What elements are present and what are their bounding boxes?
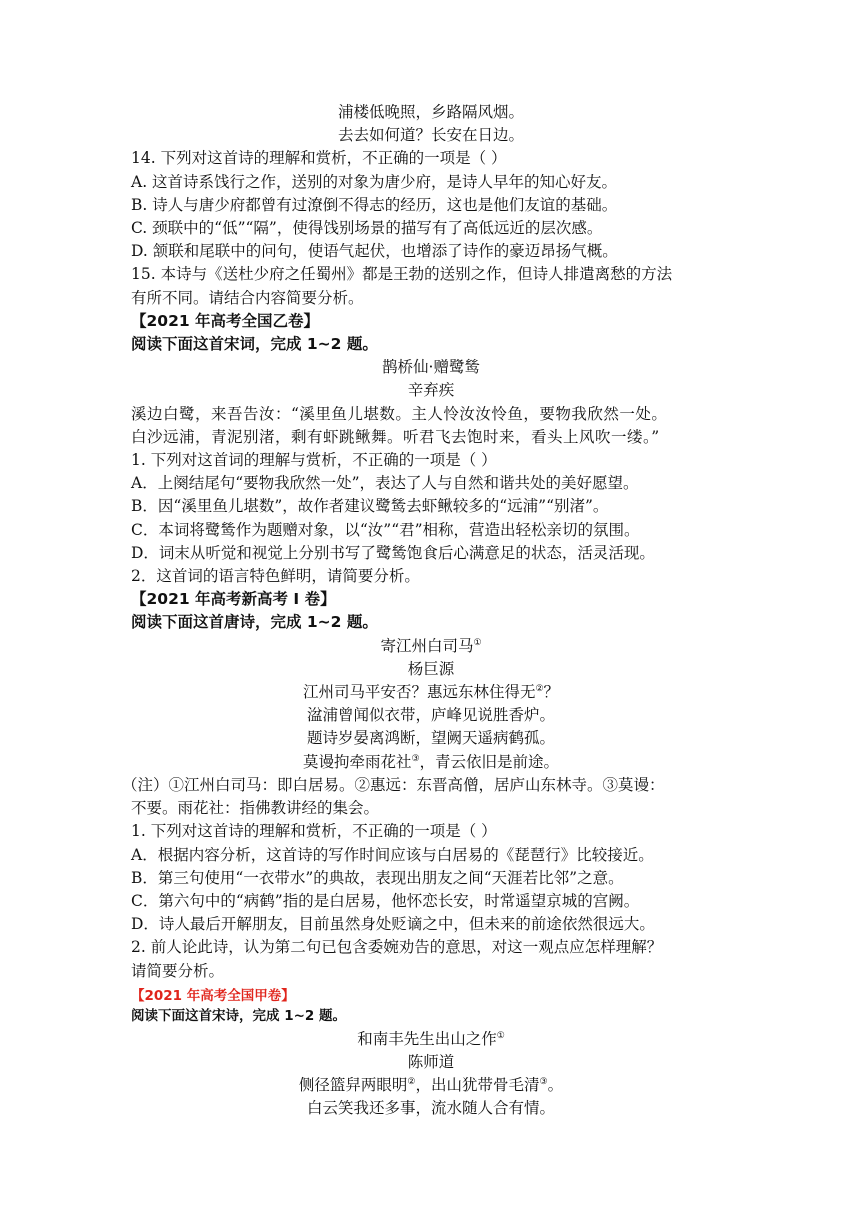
poem-author: 杨巨源: [407, 659, 455, 678]
poem-line-text: 。: [547, 1076, 564, 1095]
option-c: C. 颈联中的“低”“隔”，使得饯别场景的描写有了高低远近的层次感。: [131, 219, 603, 238]
poem-line-text: 侧径篮舁两眼明: [298, 1076, 408, 1095]
poem-line: 浦楼低晚照，乡路隔风烟。: [337, 103, 524, 121]
section-new-gaokao-1: [122, 588, 731, 982]
option-b: B. 诗人与唐少府都曾有过潦倒不得志的经历，这也是他们友谊的基础。: [131, 195, 618, 214]
footnote-marker: ③: [411, 753, 420, 764]
poem-line-text: 莫谩拘牵雨花社: [302, 752, 412, 771]
poem-title-text: 寄江州白司马: [380, 636, 474, 655]
poem-line: [131, 1097, 731, 1120]
reading-instruction: 阅读下面这首唐诗，完成 1~2 题。: [131, 613, 378, 632]
poem-line-text: 湓浦曾闻似衣带，庐峰见说胜香炉。: [306, 706, 555, 725]
section-national-a: [131, 986, 731, 1121]
option-d: D．诗人最后开解朋友，目前虽然身处贬谪之中，但未来的前途依然很远大。: [131, 915, 655, 934]
ci-text-line: 白沙远浦，青泥别渚，剩有虾跳鳅舞。听君飞去饱时来，看头上风吹一缕。”: [131, 427, 660, 446]
poem-line: [131, 751, 731, 774]
footnote-marker: ①: [473, 637, 482, 648]
poem-author: 辛弃疾: [407, 381, 455, 400]
poem-line: [131, 681, 731, 704]
poem-line-text: 江州司马平安否？惠远东林住得无: [302, 683, 536, 702]
reading-instruction: 阅读下面这首宋诗，完成 1~2 题。: [131, 1007, 346, 1024]
footnote-marker: ②: [535, 684, 544, 695]
option-a: A．上阕结尾句“要物我欣然一处”，表达了人与自然和谐共处的美好愿望。: [131, 474, 639, 493]
footnote-marker: ①: [496, 1030, 505, 1041]
question-2: 2. 前人论此诗，认为第二句已包含委婉劝告的意思，对这一观点应怎样理解？: [131, 938, 663, 957]
section-heading: 【2021 年高考全国甲卷】: [131, 987, 295, 1004]
poem-line: [131, 727, 731, 750]
annotation-cont: 不要。雨花社：指佛教讲经的集会。: [131, 799, 380, 818]
reading-instruction: 阅读下面这首宋词，完成 1~2 题。: [131, 335, 378, 354]
option-a: A. 这首诗系饯行之作，送别的对象为唐少府，是诗人早年的知心好友。: [131, 172, 618, 191]
question-1: 1. 下列对这首诗的理解和赏析，不正确的一项是（ ）: [131, 822, 497, 841]
option-d: D. 颔联和尾联中的问句，使语气起伏，也增添了诗作的豪迈昂扬气概。: [131, 242, 618, 261]
footnote-marker: ②: [407, 1077, 416, 1088]
poem-line-text: 题诗岁晏离鸿断，望阙天遥病鹤孤。: [306, 729, 555, 748]
poem-line-text: ，出山犹带骨毛清: [415, 1076, 540, 1095]
option-c: C．第六句中的“病鹤”指的是白居易，他怀恋长安，时常遥望京城的宫阙。: [131, 891, 640, 910]
option-b: B．第三句使用“一衣带水”的典故，表现出朋友之间“天涯若比邻”之意。: [131, 868, 624, 887]
poem-title-text: 和南丰先生出山之作: [357, 1029, 497, 1048]
option-b: B．因“溪里鱼儿堪数”，故作者建议鹭鸶去虾鳅较多的“远浦”“别渚”。: [131, 497, 609, 516]
poem-line-text: ，青云依旧是前途。: [419, 752, 560, 771]
section-wang-bo: [131, 101, 731, 310]
question-14: 14. 下列对这首诗的理解和赏析，不正确的一项是（ ）: [131, 149, 507, 168]
question-1: 1. 下列对这首词的理解与赏析，不正确的一项是（ ）: [131, 451, 497, 470]
poem-title: 鹊桥仙·赠鹭鸶: [382, 358, 480, 377]
section-heading: 【2021 年高考新高考 I 卷】: [131, 590, 336, 609]
option-c: C．本词将鹭鸶作为题赠对象，以“汝”“君”相称，营造出轻松亲切的氛围。: [131, 520, 640, 539]
ci-text-line: 溪边白鹭，来吾告汝：“溪里鱼儿堪数。主人怜汝汝怜鱼，要物我欣然一处。: [131, 404, 668, 423]
section-heading: 【2021 年高考全国乙卷】: [131, 311, 320, 330]
question-15: 15. 本诗与《送杜少府之任蜀州》都是王勃的送别之作，但诗人排遣离愁的方法: [131, 265, 673, 284]
poem-title: [131, 635, 731, 658]
poem-line: 去去如何道？长安在日边。: [337, 126, 524, 145]
footnote-marker: ③: [539, 1077, 548, 1088]
option-a: A．根据内容分析，这首诗的写作时间应该与白居易的《琵琶行》比较接近。: [131, 845, 654, 864]
question-2: 2．这首词的语言特色鲜明，请简要分析。: [131, 567, 420, 586]
section-national-b: [131, 310, 731, 588]
question-2-cont: 请简要分析。: [131, 961, 225, 980]
poem-line-text: ？: [543, 683, 560, 702]
poem-title: [131, 1028, 731, 1051]
question-15-cont: 有所不同。请结合内容简要分析。: [131, 288, 364, 307]
poem-line-text: 白云笑我还多事，流水随人合有情。: [306, 1099, 555, 1118]
poem-line: [131, 1074, 731, 1097]
poem-author: 陈师道: [407, 1052, 455, 1071]
poem-line: [131, 704, 731, 727]
option-d: D．词末从听觉和视觉上分别书写了鹭鸶饱食后心满意足的状态，活灵活现。: [131, 543, 655, 562]
document-body: [122, 101, 731, 1121]
annotation: （注）①江州白司马：即白居易。②惠远：东晋高僧，居庐山东林寺。③莫谩：: [122, 775, 665, 794]
